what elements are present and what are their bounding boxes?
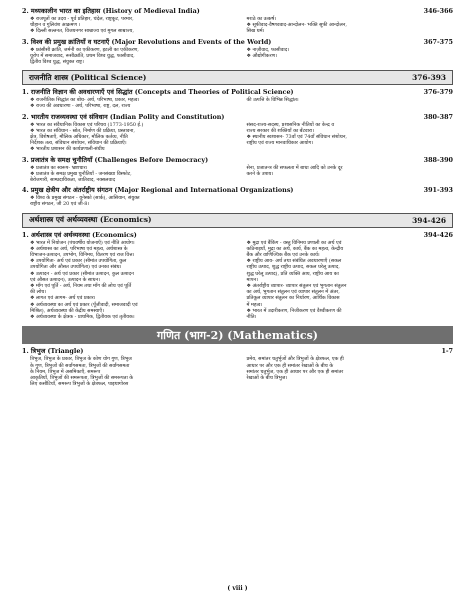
topics-column-right bbox=[247, 97, 454, 109]
entry-heading bbox=[22, 231, 453, 239]
page-number: ( viii ) bbox=[227, 585, 248, 592]
topic-line: लिए कसौटियाँ, समरूप त्रिभुजों के क्षेत्रफल, पाइथागोरस bbox=[30, 381, 129, 388]
topic-line: प्रतिकूल व्यापार संतुलन का निर्धारण, आर्थिक विकास bbox=[246, 295, 340, 302]
topic-line: ❖ अंतर्राष्ट्रीय व्यापार- व्यापार संतुलन एवं भुगतान संतुलन bbox=[246, 283, 347, 290]
topic-line: ❖ भारत का संविधान - स्रोत, निर्माण की प्रक्रिया, प्रस्तावना, bbox=[30, 127, 135, 134]
topic-line: ❖ लागत एवं आगम- अर्थ एवं प्रकार। bbox=[30, 295, 96, 302]
toc-entry bbox=[22, 186, 453, 207]
entry-title: 3. विश्व की प्रमुख क्रांतियाँ व घटनाएँ (Major Revolutions and Events of the World) bbox=[22, 37, 272, 46]
entry-title: 1. त्रिभुज (Triangle) bbox=[22, 347, 84, 356]
section-pages: 376-393 bbox=[412, 73, 446, 83]
topic-line: क्षेत्र, विशेषताएँ, मौलिक अधिकार, मौलिक कर्तव्य, नीति bbox=[30, 134, 128, 141]
topic-line: मराठे का उत्कर्ष। bbox=[246, 16, 277, 22]
topic-line: करने के उपाय। bbox=[246, 170, 274, 177]
entry-pages: 376-379 bbox=[423, 88, 453, 97]
topics-column-right bbox=[247, 122, 454, 153]
toc-entry bbox=[22, 231, 453, 321]
entry-heading bbox=[22, 7, 453, 15]
topics-column-left bbox=[30, 47, 237, 66]
entry-pages: 1-7 bbox=[441, 347, 453, 356]
topics-column-right bbox=[247, 165, 454, 184]
entry-topics bbox=[22, 356, 453, 387]
entry-pages: 394-426 bbox=[423, 230, 453, 239]
entry-title: 1. अर्थशास्त्र एवं अर्थव्यवस्था (Economics) bbox=[22, 230, 137, 239]
topics-column-left bbox=[30, 122, 237, 153]
topic-line: रेखाओं के बीच त्रिभुज। bbox=[246, 374, 288, 381]
entry-topics bbox=[22, 165, 453, 184]
topics-column-left bbox=[30, 195, 237, 207]
topic-line: ❖ भारत में नियोजन (पंचवर्षीय योजनाएँ) एवं नीति आयोग। bbox=[30, 239, 135, 246]
entry-pages: 388-390 bbox=[423, 155, 453, 164]
topic-line: ❖ अर्थशास्त्र का अर्थ, परिभाषा एवं महत्व, अर्थशास्त्र के bbox=[30, 245, 128, 252]
entry-pages: 367-375 bbox=[423, 37, 453, 46]
section-header-economics bbox=[22, 213, 453, 228]
topic-line: ❖ मुद्रा एवं बैंकिंग - वस्तु विनिमय प्रणाली का अर्थ एवं bbox=[246, 239, 342, 246]
topic-line: ❖ अर्थव्यवस्था का अर्थ एवं प्रकार (पूँजीवादी, समाजवादी एवं bbox=[30, 301, 138, 308]
topic-line: ❖ भारत का संवैधानिक विकास एवं परिचय (1773-1950 ई.) bbox=[30, 121, 144, 128]
entries-econ bbox=[22, 231, 453, 321]
entry-heading bbox=[22, 113, 453, 121]
topic-line: के गुण, त्रिभुजों की सर्वांगसमता, त्रिभुजों की सर्वांगसमता bbox=[30, 362, 130, 369]
entry-heading bbox=[22, 38, 453, 46]
section-banner-mathematics: गणित (भाग-2) (Mathematics) bbox=[22, 326, 453, 344]
entries-polsci bbox=[22, 88, 453, 207]
topic-line: निर्देशक तत्व, संविधान संशोधन, संविधान की प्रक्रियाएँ। bbox=[30, 140, 127, 147]
section-header-political-science bbox=[22, 70, 453, 85]
topic-line: ❖ फ्रांसीसी क्रांति, जर्मनी का एकीकरण, इटली का एकीकरण, bbox=[30, 46, 139, 53]
topic-line: उपयोगिता और औसत उपयोगिता) एवं उनका संबंध। bbox=[30, 264, 122, 271]
topic-line: संसद-राज्य-सदस्य, प्रशासनिक नीतियों का केन्द्र व bbox=[246, 121, 335, 128]
topic-line: राज्य सरकार की शक्तियाँ का बँटवारा। bbox=[246, 127, 315, 134]
section-title: अर्थशास्त्र एवं अर्थव्यवस्था (Economics) bbox=[29, 215, 152, 225]
entry-topics bbox=[22, 16, 453, 35]
topic-line: राष्ट्रीय उत्पाद, शुद्ध राष्ट्रीय उत्पाद, सकल घरेलू उत्पाद, bbox=[246, 264, 340, 271]
topic-line: मापन। bbox=[246, 276, 259, 283]
entry-title: 2. भारतीय राजव्यवस्था एवं संविधान (Indian Polity and Constitution) bbox=[22, 112, 225, 121]
topic-line: समांतर चतुर्भुज, एक ही आधार पर और एक ही समांतर bbox=[246, 368, 344, 375]
topic-line: ❖ सूफीवाद-वैष्णववाद-आन्दोलन- भक्ति सूफी आन्दोलन, bbox=[246, 22, 347, 29]
topic-line: चौहान व गुलिवंश आक्रमण । bbox=[30, 22, 81, 29]
toc-entry bbox=[22, 7, 453, 35]
topic-line: आधार पर और एक ही समांतर रेखाओं के बीच के bbox=[246, 362, 334, 369]
topic-line: ❖ राजपूतों का उदय - पूर्व प्रतिहार, चंदेल, राष्ट्रकूट, परमार, bbox=[30, 16, 134, 22]
topic-line: एवं औसत उत्पादन), उत्पादन के साधन। bbox=[30, 276, 101, 283]
entry-topics bbox=[22, 47, 453, 66]
topic-line: में महत्व। bbox=[246, 301, 263, 308]
topic-line: की उत्पत्ति के विभिन्न सिद्धांत। bbox=[246, 97, 299, 104]
topic-line: ❖ राजनीतिक सिद्धांत का बोध- अर्थ, परिभाषा, प्रकार, महत्व। bbox=[30, 97, 140, 104]
entry-pages: 380-387 bbox=[423, 112, 453, 121]
topic-line: बेरोजगारी, साम्प्रदायिकता, जातिवाद, नक्सलवाद bbox=[30, 177, 116, 184]
topic-line: ❖ नाज़ीवाद, फासीवाद। bbox=[246, 46, 290, 53]
entries-top bbox=[22, 7, 453, 65]
topic-line: ❖ उत्पादन - अर्थ एवं प्रकार (सीमांत उत्पादन, कुल उत्पादन bbox=[30, 270, 134, 277]
topic-line: ❖ विश्व के प्रमुख संगठन - यूनेस्को (सार्क), आसियान, संयुक्त bbox=[30, 195, 140, 202]
entry-topics bbox=[22, 97, 453, 109]
topic-line: ❖ अर्थव्यवस्था के क्षेत्रक - प्राथमिक, द्वितीयक एवं तृतीयक। bbox=[30, 314, 135, 321]
topic-line: ❖ भारत में उदारीकरण, निजीकरण एवं वैश्वीकरण की bbox=[246, 307, 342, 314]
topic-line: ❖ भारतीय प्रशासन की कार्यप्रणाली-संघीय bbox=[30, 146, 105, 153]
entry-title: 2. मध्यकालीन भारत का इतिहास (History of Medieval India) bbox=[22, 7, 200, 15]
topic-line: ❖ औद्योगीकरण। bbox=[246, 52, 277, 59]
entry-title: 4. प्रमुख क्षेत्रीय और अंतर्राष्ट्रीय संगठन (Major Regional and International Organizations) bbox=[22, 186, 294, 195]
toc-entry bbox=[22, 113, 453, 153]
entry-title: 3. प्रजातंत्र के समक्ष चुनौतियाँ (Challenges Before Democracy) bbox=[22, 155, 209, 164]
topics-column-right bbox=[247, 195, 454, 207]
topic-line: नीति। bbox=[246, 314, 257, 321]
topic-line: यूरोप में समाजवाद, रूसीक्रांति, प्रथम विश्व युद्ध, फासीवाद, bbox=[30, 52, 135, 59]
topics-column-left bbox=[30, 240, 237, 321]
topic-line: का अर्थ, भुगतान संतुलन एवं व्यापार संतुलन में अंतर, bbox=[246, 289, 340, 296]
topics-column-left bbox=[30, 356, 237, 387]
entry-topics bbox=[22, 240, 453, 321]
topic-line: आकृतियाँ, त्रिभुजों की समरूपता, त्रिभुजों की समरूपता के bbox=[30, 374, 134, 381]
toc-entry bbox=[22, 38, 453, 66]
entry-heading bbox=[22, 347, 453, 355]
topics-column-right bbox=[247, 356, 454, 387]
topic-line: सेना, प्रजातन्त्र की सफलता में बाधा आदि को उनके दूर bbox=[246, 164, 343, 171]
topic-line: ❖ माँग एवं पूर्ति - अर्थ, नियम तथा माँग की लोच एवं पूर्ति bbox=[30, 283, 132, 290]
topic-line: ❖ स्थानीय स्वशासन- 73वाँ एवं 74वाँ संविधान संशोधन, bbox=[246, 134, 347, 141]
topics-column-left bbox=[30, 97, 237, 109]
entry-heading bbox=[22, 186, 453, 194]
entry-pages: 346-366 bbox=[423, 7, 453, 15]
entry-topics bbox=[22, 195, 453, 207]
topic-line: द्वितीय विश्व युद्ध, संयुक्त राष्ट्र। bbox=[30, 59, 84, 66]
topic-line: के नियम, त्रिभुज में असमिकाएँ, समरूप bbox=[30, 368, 101, 375]
entry-title: 1. राजनीति विज्ञान की अवधारणाएँ एवं सिद्धांत (Concepts and Theories of Political Science) bbox=[22, 88, 294, 97]
topic-line: ❖ उपयोगिता- अर्थ एवं प्रकार (सीमांत उपयोगिता, कुल bbox=[30, 258, 127, 265]
topic-line: ❖ राज्य की अवधारणा - अर्थ, परिभाषा, राष्ट्र, दल, राज्य bbox=[30, 103, 131, 110]
topic-line: की लोच। bbox=[30, 289, 47, 296]
topics-column-left bbox=[30, 16, 237, 35]
topic-line: ❖ दिल्ली सल्तनत, विजयनगर साम्राज्य एवं मुगल साम्राज्य, bbox=[30, 28, 134, 35]
topics-column-right bbox=[247, 16, 454, 35]
entry-heading bbox=[22, 156, 453, 164]
entry-pages: 391-393 bbox=[423, 186, 453, 195]
topic-line: ❖ राष्ट्रीय आय- अर्थ तथा संबंधित अवधारणाएँ (सकल bbox=[246, 258, 342, 265]
entry-topics bbox=[22, 122, 453, 153]
topic-line: त्रिभुज, त्रिभुज के प्रकार, त्रिभुज के कोण योग गुण, त्रिभुज bbox=[30, 356, 132, 363]
topic-line: बैंक और वाणिज्यिक बैंक एवं उनके कार्य। bbox=[246, 252, 320, 259]
topic-line: सिख धर्म। bbox=[246, 28, 265, 35]
topics-column-left bbox=[30, 165, 237, 184]
topic-line: राष्ट्रीय एवं राज्य मानवाधिकार आयोग। bbox=[246, 140, 314, 147]
topics-column-right bbox=[247, 240, 454, 321]
topics-column-right bbox=[247, 47, 454, 66]
entries-math bbox=[22, 347, 453, 387]
topic-line: मिश्रित), अर्थव्यवस्था की केंद्रीय समस्याएँ। bbox=[30, 307, 104, 314]
topic-line: प्रमेय, समांतर चतुर्भुजों और त्रिभुजों के क्षेत्रफल, एक ही bbox=[246, 356, 344, 363]
toc-entry bbox=[22, 156, 453, 184]
toc-entry bbox=[22, 347, 453, 387]
toc-entry bbox=[22, 88, 453, 109]
topic-line: ❖ प्रजातंत्र का स्वरूप- भ्रष्टाचार। bbox=[30, 164, 88, 171]
entry-heading bbox=[22, 88, 453, 96]
topic-line: ❖ प्रजातंत्र के समक्ष प्रमुख चुनौतियाँ - जनसंख्या विस्फोट, bbox=[30, 170, 132, 177]
section-title: राजनीति शास्त्र (Political Science) bbox=[29, 72, 147, 82]
topic-line: राष्ट्रीय संगठन, जी 20 एवं जी-8। bbox=[30, 201, 90, 208]
topic-line: विभाजन-उत्पादन, उपभोग, विनिमय, वितरण एवं राज वित्त। bbox=[30, 252, 135, 259]
section-pages: 394-426 bbox=[412, 215, 446, 225]
topic-line: कठिनाइयाँ, मुद्रा का अर्थ, कार्य, बैंक का महत्व, केन्द्रीय bbox=[246, 245, 344, 252]
topic-line: शुद्ध घरेलू उत्पाद), प्रति व्यक्ति आय, राष्ट्रीय आय का bbox=[246, 270, 339, 277]
